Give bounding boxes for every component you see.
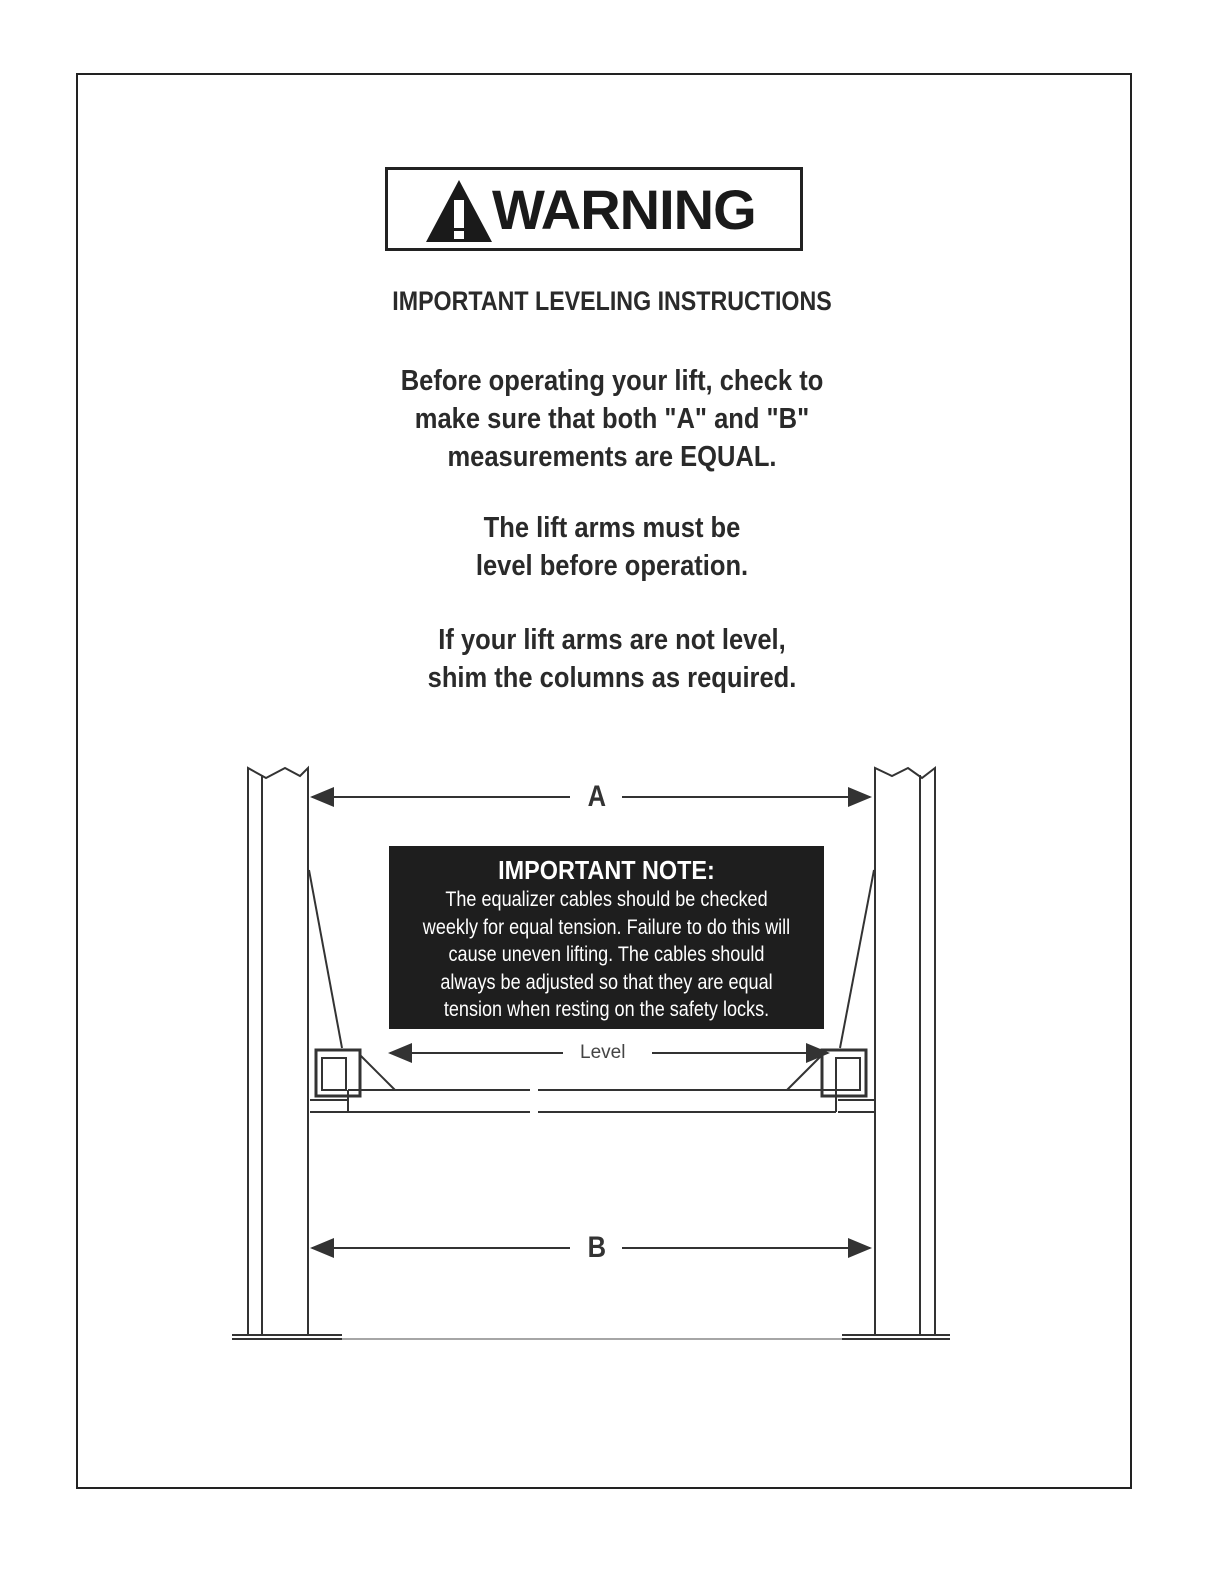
paragraph-line: The lift arms must be (483, 512, 741, 544)
right-column (875, 768, 935, 1335)
paragraph-line: If your lift arms are not level, (438, 624, 786, 656)
note-line: cause uneven lifting. The cables should (448, 943, 765, 966)
warning-title: WARNING (492, 178, 756, 241)
paragraph-line: level before operation. (475, 550, 749, 582)
important-note-box (389, 846, 824, 1029)
note-title: IMPORTANT NOTE: (498, 855, 715, 885)
paragraph-line: make sure that both "A" and "B" (414, 403, 810, 435)
note-line: weekly for equal tension. Failure to do this will (422, 915, 791, 939)
level-label: Level (580, 1042, 626, 1063)
note-line: always be adjusted so that they are equal (440, 970, 773, 994)
paragraph-line: measurements are EQUAL. (447, 441, 777, 473)
paragraph-line: shim the columns as required. (427, 662, 797, 694)
left-column (248, 768, 308, 1335)
paragraph-line: Before operating your lift, check to (400, 365, 824, 397)
instructions-heading: IMPORTANT LEVELING INSTRUCTIONS (392, 286, 832, 316)
dimension-a-label: A (587, 780, 607, 813)
dimension-b-label: B (587, 1231, 607, 1264)
note-line: tension when resting on the safety locks. (443, 998, 770, 1021)
note-line: The equalizer cables should be checked (445, 888, 768, 911)
